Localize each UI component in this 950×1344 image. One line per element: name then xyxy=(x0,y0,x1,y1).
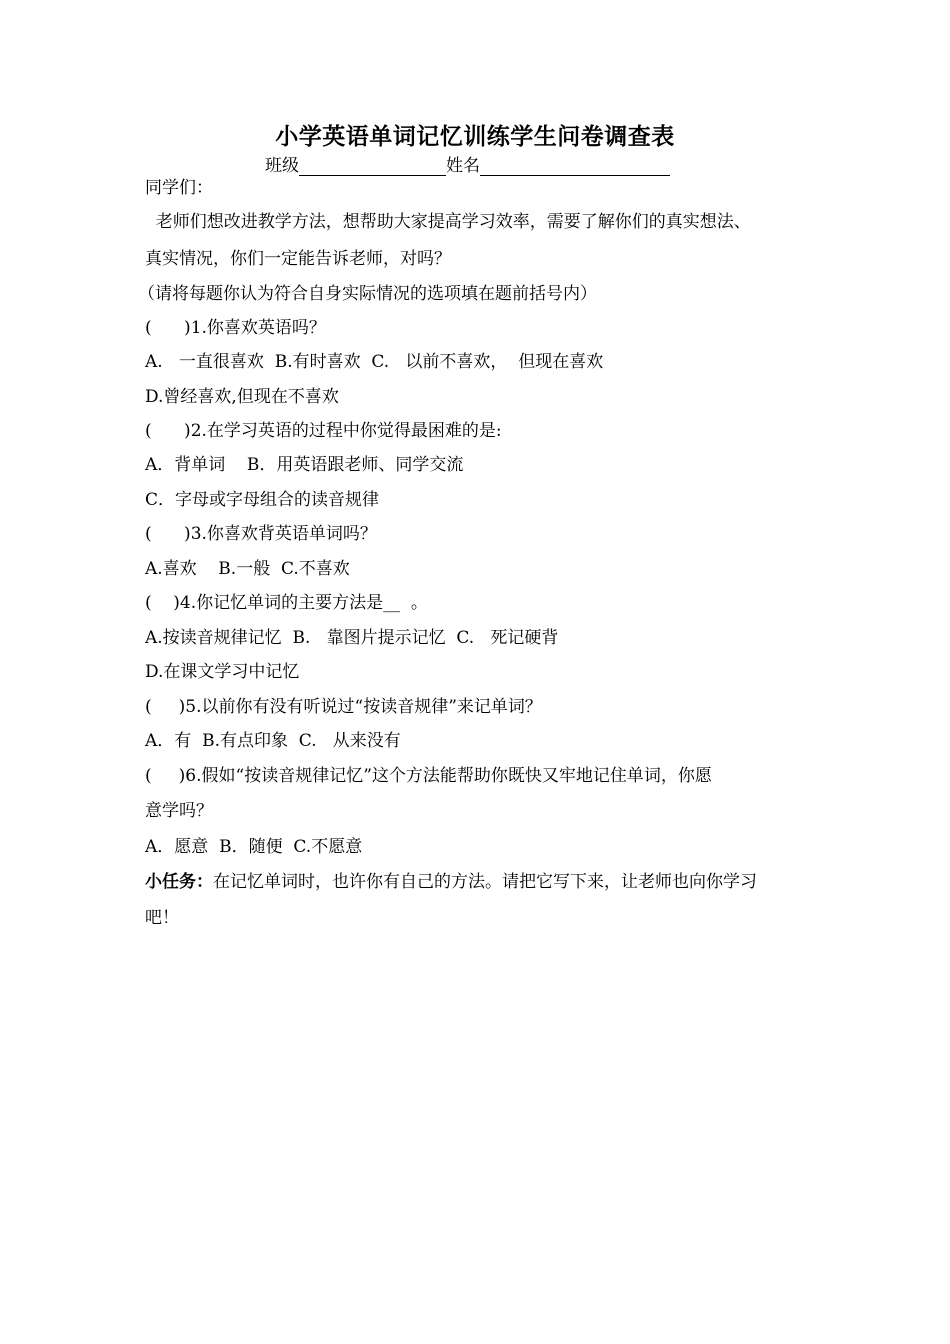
instruction: （请将每题你认为符合自身实际情况的选项填在题前括号内） xyxy=(138,284,597,304)
class-label: 班级 xyxy=(265,156,299,176)
task-line-2: 吧！ xyxy=(145,908,179,928)
question-4: ( )4.你记忆单词的主要方法是__ 。 xyxy=(145,593,428,613)
class-blank xyxy=(299,157,446,176)
intro-line-2: 真实情况，你们一定能告诉老师，对吗？ xyxy=(145,249,451,269)
question-1-options-a: A. 一直很喜欢 B.有时喜欢 C. 以前不喜欢， 但现在喜欢 xyxy=(145,352,604,372)
question-6-continued: 意学吗？ xyxy=(145,801,213,821)
task-line xyxy=(145,872,757,892)
name-blank xyxy=(480,157,670,176)
student-info-line xyxy=(265,151,670,176)
task-label: 小任务： xyxy=(145,872,213,892)
task-text: 在记忆单词时，也许你有自己的方法。请把它写下来，让老师也向你学习 xyxy=(213,872,757,892)
question-4-options-d: D.在课文学习中记忆 xyxy=(145,662,300,682)
question-2-options-a: A．背单词 B．用英语跟老师、同学交流 xyxy=(145,455,464,475)
question-2: ( )2.在学习英语的过程中你觉得最困难的是: xyxy=(145,421,502,441)
page-title: 小学英语单词记忆训练学生问卷调查表 xyxy=(275,123,675,150)
question-3-options: A.喜欢 B.一般 C.不喜欢 xyxy=(145,559,350,579)
greeting: 同学们： xyxy=(145,178,213,198)
question-1-options-d: D.曾经喜欢,但现在不喜欢 xyxy=(145,387,339,407)
name-label: 姓名 xyxy=(446,156,480,176)
question-4-options-a: A.按读音规律记忆 B. 靠图片提示记忆 C. 死记硬背 xyxy=(145,628,559,648)
question-2-options-c: C．字母或字母组合的读音规律 xyxy=(145,490,380,510)
question-5: ( )5.以前你有没有听说过“按读音规律”来记单词？ xyxy=(145,697,542,717)
intro-line-1: 老师们想改进教学方法，想帮助大家提高学习效率，需要了解你们的真实想法、 xyxy=(145,212,751,232)
question-6: ( )6.假如“按读音规律记忆”这个方法能帮助你既快又牢地记住单词，你愿 xyxy=(145,766,712,786)
question-3: ( )3.你喜欢背英语单词吗？ xyxy=(145,524,377,544)
question-5-options: A．有 B.有点印象 C. 从来没有 xyxy=(145,731,401,751)
question-6-options: A．愿意 B．随便 C.不愿意 xyxy=(145,837,363,857)
question-1: ( )1.你喜欢英语吗？ xyxy=(145,318,326,338)
